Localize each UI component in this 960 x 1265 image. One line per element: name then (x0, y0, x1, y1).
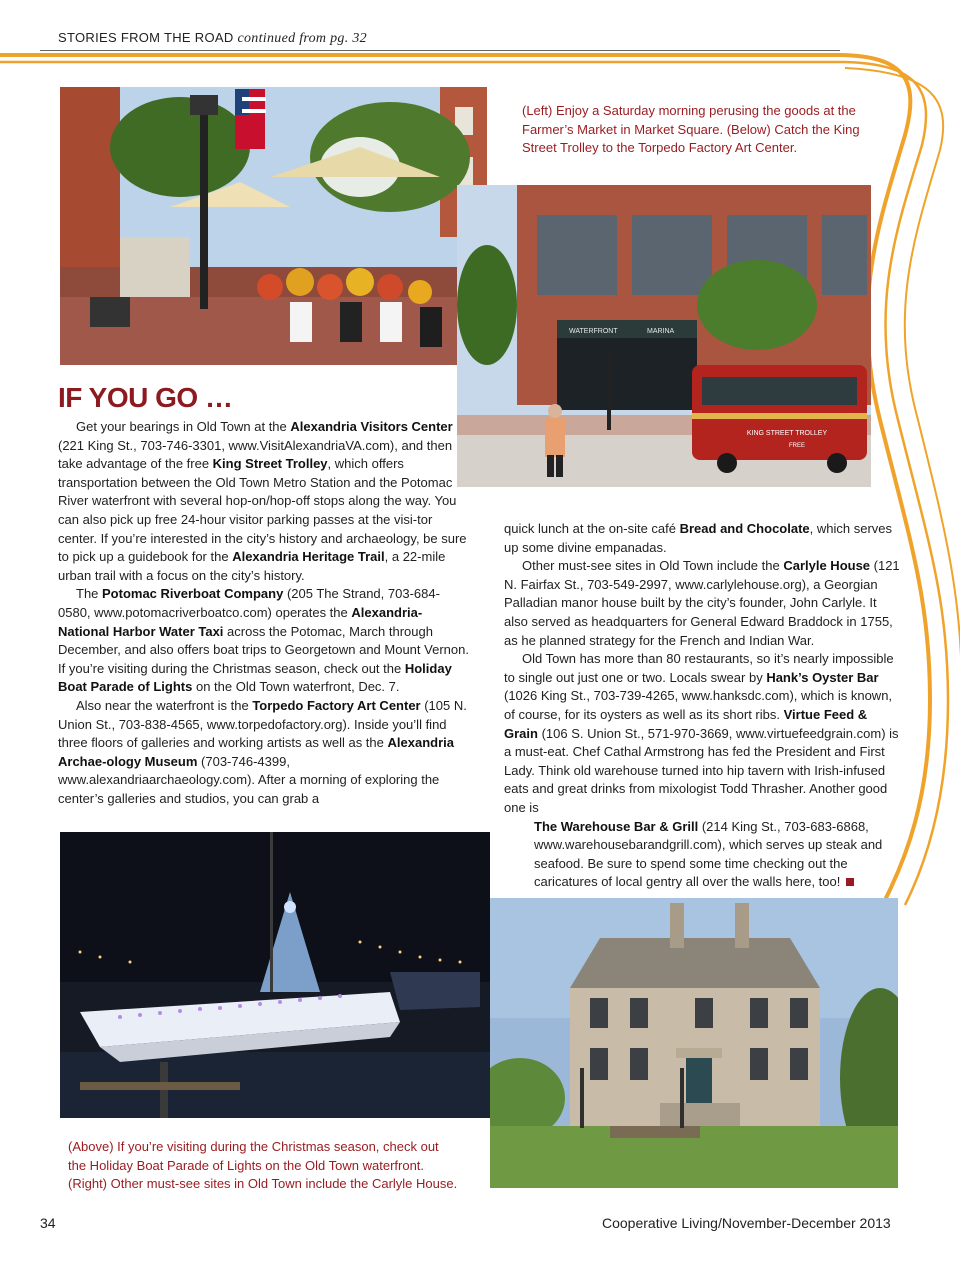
trolley-sign-text: KING STREET TROLLEY (746, 430, 828, 437)
page-number: 34 (40, 1215, 56, 1231)
right-column (504, 520, 900, 892)
carlyle-house-photo (490, 898, 898, 1188)
left-column (58, 418, 472, 808)
header-rule (40, 50, 840, 51)
awning-text-waterfront: WATERFRONT (569, 328, 618, 335)
paragraph-carlyle-house: Other must-see sites in Old Town include the Carlyle House (121 N. Fairfax St., 703-549-2997, www.carlylehouse.org), a Georgian Palladian manor house built by the city’s founder, John Carlyle. It also served as headquarters for General Edward Braddock in 1755, as he planned strategy for the French and Indian War. (504, 558, 900, 648)
top-photo-caption: (Left) Enjoy a Saturday morning perusing the goods at the Farmer’s Market in Market Square. (Below) Catch the King Street Trolley to the Torpedo Factory Art Center. (522, 103, 860, 155)
paragraph-restaurants: Old Town has more than 80 restaurants, so it’s nearly impossible to single out just one or two. Locals swear by Hank’s Oyster Bar (1026 King St., 703-739-4265, www.hanksdc.com), which is known, of course, for its oysters as well as its short ribs. Virtue Feed & Grain (106 S. Union St., 571-970-3669, www.virtuefeedgrain.com) is a must-eat. Chef Cathal Armstrong has fed the President and First Lady. Think old warehouse turned into hip tavern with Irish-infused eats and great drinks from mixologist Todd Thrasher. Another good one is (504, 651, 899, 815)
paragraph-bread-chocolate: quick lunch at the on-site café Bread and Chocolate, which serves up some divine empanadas. (504, 521, 893, 555)
farmers-market-photo (60, 87, 487, 365)
paragraph-warehouse: The Warehouse Bar & Grill (214 King St., 703-683-6868, www.warehousebarandgrill.com), which serves up steak and seafood. Be sure to spend some time checking out the caricatures of local gentry all over the walls here, too! (534, 818, 883, 890)
publication-footer: Cooperative Living/November-December 2013 (602, 1215, 891, 1231)
trolley-photo (457, 185, 871, 487)
paragraph-riverboat: The Potomac Riverboat Company (205 The Strand, 703-684-0580, www.potomacriverboatco.com) operates the Alexandria-National Harbor Water Taxi across the Potomac, March through December, and also offers boat trips to Georgetown and Mount Vernon. If you’re visiting during the Christmas season, check out the Holiday Boat Parade of Lights on the Old Town waterfront, Dec. 7. (58, 586, 469, 695)
if-you-go-heading: IF YOU GO … (58, 382, 233, 413)
awning-text-marina: MARINA (647, 328, 675, 335)
section-name: STORIES FROM THE ROAD (58, 30, 234, 45)
paragraph-torpedo-factory: Also near the waterfront is the Torpedo Factory Art Center (105 N. Union St., 703-838-4565, www.torpedofactory.org). Inside you’ll find three floors of galleries and working artists as well as the Alexandria Archae-ology Museum (703-746-4399, www.alexandriaarchaeology.com). After a morning of exploring the center’s galleries and studios, you can grab a (58, 697, 467, 806)
running-header (58, 30, 367, 47)
trolley-free-text: FREE (788, 443, 806, 449)
boat-parade-photo (60, 832, 490, 1118)
bottom-photo-caption: (Above) If you’re visiting during the Christmas season, check out the Holiday Boat Parade of Lights on the Old Town waterfront. (Right) Other must-see sites in Old Town include the Carlyle House. (68, 1139, 458, 1191)
end-mark-icon (846, 878, 854, 886)
continued-note: continued from pg. 32 (237, 31, 367, 46)
paragraph-visitors-center: Get your bearings in Old Town at the Alexandria Visitors Center (221 King St., 703-746-3301, www.VisitAlexandriaVA.com), and then take advantage of the free King Street Trolley, which offers transportation between the Old Town Metro Station and the Potomac River waterfront with several hop-on/hop-off stops along the way. You can also pick up free 24-hour visitor parking passes at the visi-tor center. If you’re interested in the city’s history and archaeology, be sure to pick up a guidebook for the Alexandria Heritage Trail, a 22-mile urban trail with a focus on the city’s history. (58, 419, 467, 583)
